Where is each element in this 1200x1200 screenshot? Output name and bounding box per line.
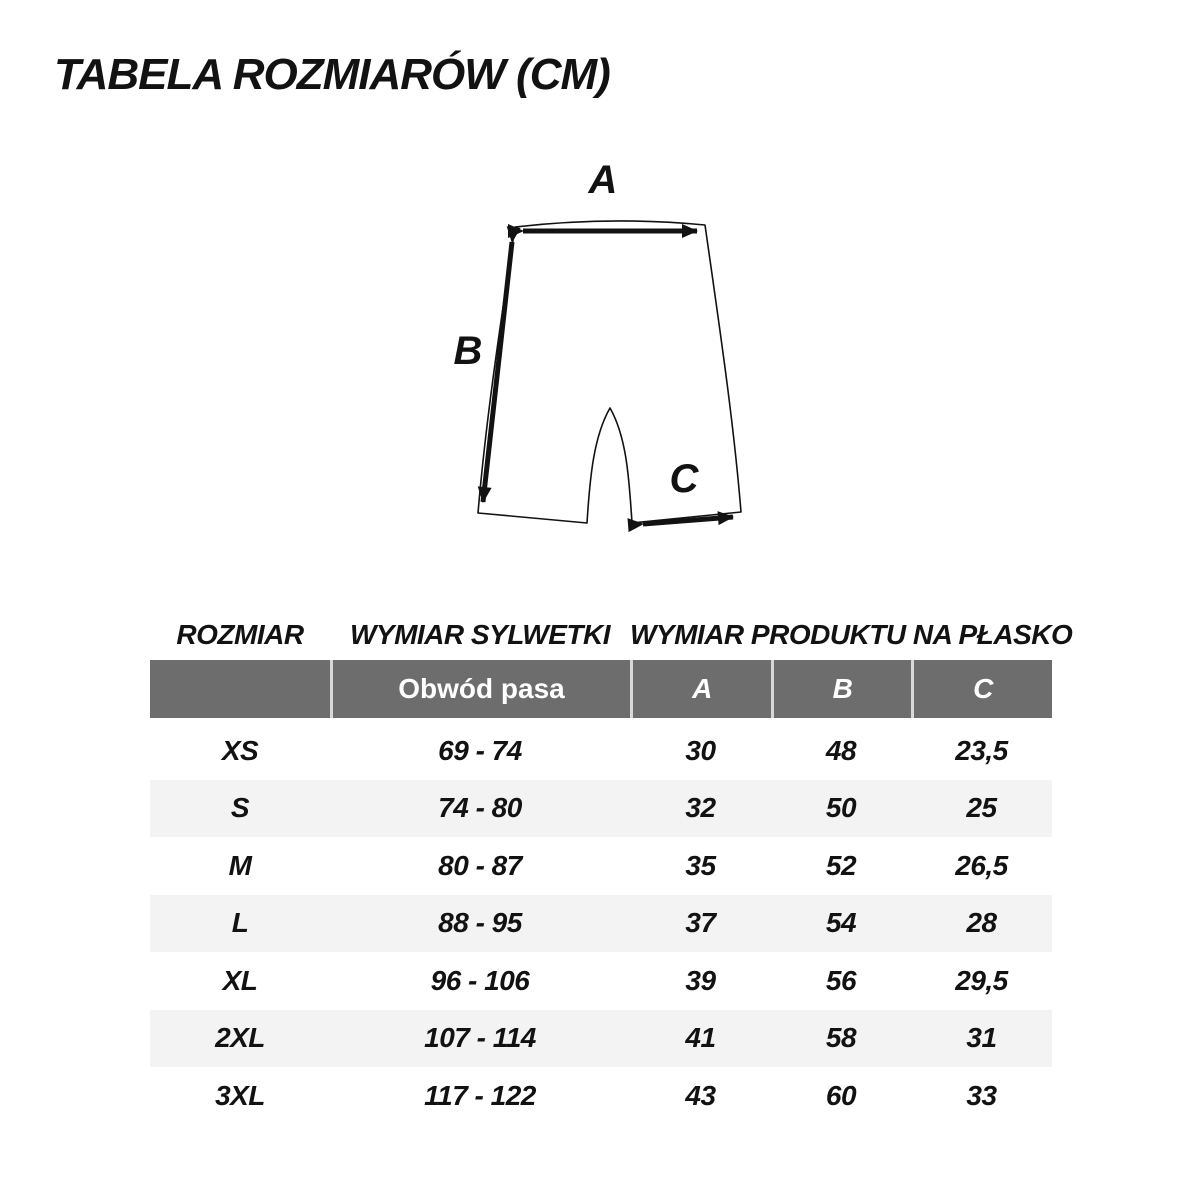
table-row-3xl — [150, 1067, 1052, 1125]
table-row-l — [150, 895, 1052, 953]
diagram-label-a: A — [588, 158, 618, 202]
table-group-header-row — [150, 605, 1073, 660]
waist-value: 107 - 114 — [424, 1022, 536, 1054]
a-value: 32 — [685, 792, 716, 824]
table-row-2xl — [150, 1010, 1052, 1068]
c-value: 29,5 — [955, 964, 1008, 996]
a-value: 30 — [685, 734, 716, 766]
group-header-body-measure: WYMIAR SYLWETKI — [349, 619, 611, 650]
c-value: 28 — [966, 907, 997, 939]
a-value: 43 — [685, 1079, 716, 1111]
diagram-label-c: C — [669, 457, 699, 501]
size-label: XL — [222, 964, 258, 996]
c-value: 23,5 — [955, 734, 1008, 766]
b-value: 56 — [825, 964, 857, 996]
table-row-xs — [150, 722, 1052, 780]
waist-value: 80 - 87 — [438, 849, 522, 881]
size-label: 2XL — [215, 1022, 265, 1054]
shorts-diagram-svg — [430, 140, 790, 570]
shorts-outline — [478, 221, 741, 523]
subheader-c: C — [911, 660, 1052, 718]
size-label: XS — [221, 734, 259, 766]
shorts-measurement-diagram — [430, 140, 790, 570]
b-value: 54 — [825, 907, 857, 939]
waist-value: 117 - 122 — [424, 1079, 536, 1111]
table-row-m — [150, 837, 1052, 895]
a-value: 37 — [685, 907, 716, 939]
waist-value: 69 - 74 — [438, 734, 522, 766]
a-value: 35 — [685, 849, 716, 881]
a-value: 41 — [685, 1022, 716, 1054]
c-value: 31 — [966, 1022, 997, 1054]
a-value: 39 — [685, 964, 716, 996]
subheader-size-empty — [150, 660, 330, 718]
size-label: M — [228, 849, 252, 881]
b-value: 60 — [825, 1079, 857, 1111]
size-label: 3XL — [215, 1079, 265, 1111]
table-subheader-row — [150, 660, 1052, 718]
page-title: TABELA ROZMIARÓW (CM) — [54, 50, 610, 99]
table-row-s — [150, 780, 1052, 838]
waist-value: 88 - 95 — [438, 907, 522, 939]
table-row-xl — [150, 952, 1052, 1010]
size-table — [150, 605, 1073, 1125]
subheader-a: A — [630, 660, 771, 718]
b-value: 52 — [825, 849, 857, 881]
measure-arrow-b — [483, 242, 512, 502]
waist-value: 74 - 80 — [438, 792, 522, 824]
b-value: 48 — [825, 734, 857, 766]
subheader-waist: Obwód pasa — [330, 660, 630, 718]
c-value: 33 — [966, 1079, 997, 1111]
b-value: 50 — [825, 792, 857, 824]
measure-arrow-c — [643, 517, 733, 524]
group-header-product-flat: WYMIAR PRODUKTU NA PŁASKO — [630, 619, 1073, 650]
c-value: 25 — [966, 792, 997, 824]
group-header-size: ROZMIAR — [176, 619, 304, 650]
c-value: 26,5 — [955, 849, 1008, 881]
size-label: L — [231, 907, 249, 939]
b-value: 58 — [825, 1022, 857, 1054]
size-label: S — [230, 792, 250, 824]
subheader-b: B — [771, 660, 911, 718]
diagram-label-b: B — [453, 329, 483, 373]
table-body — [150, 722, 1052, 1125]
waist-value: 96 - 106 — [430, 964, 530, 996]
